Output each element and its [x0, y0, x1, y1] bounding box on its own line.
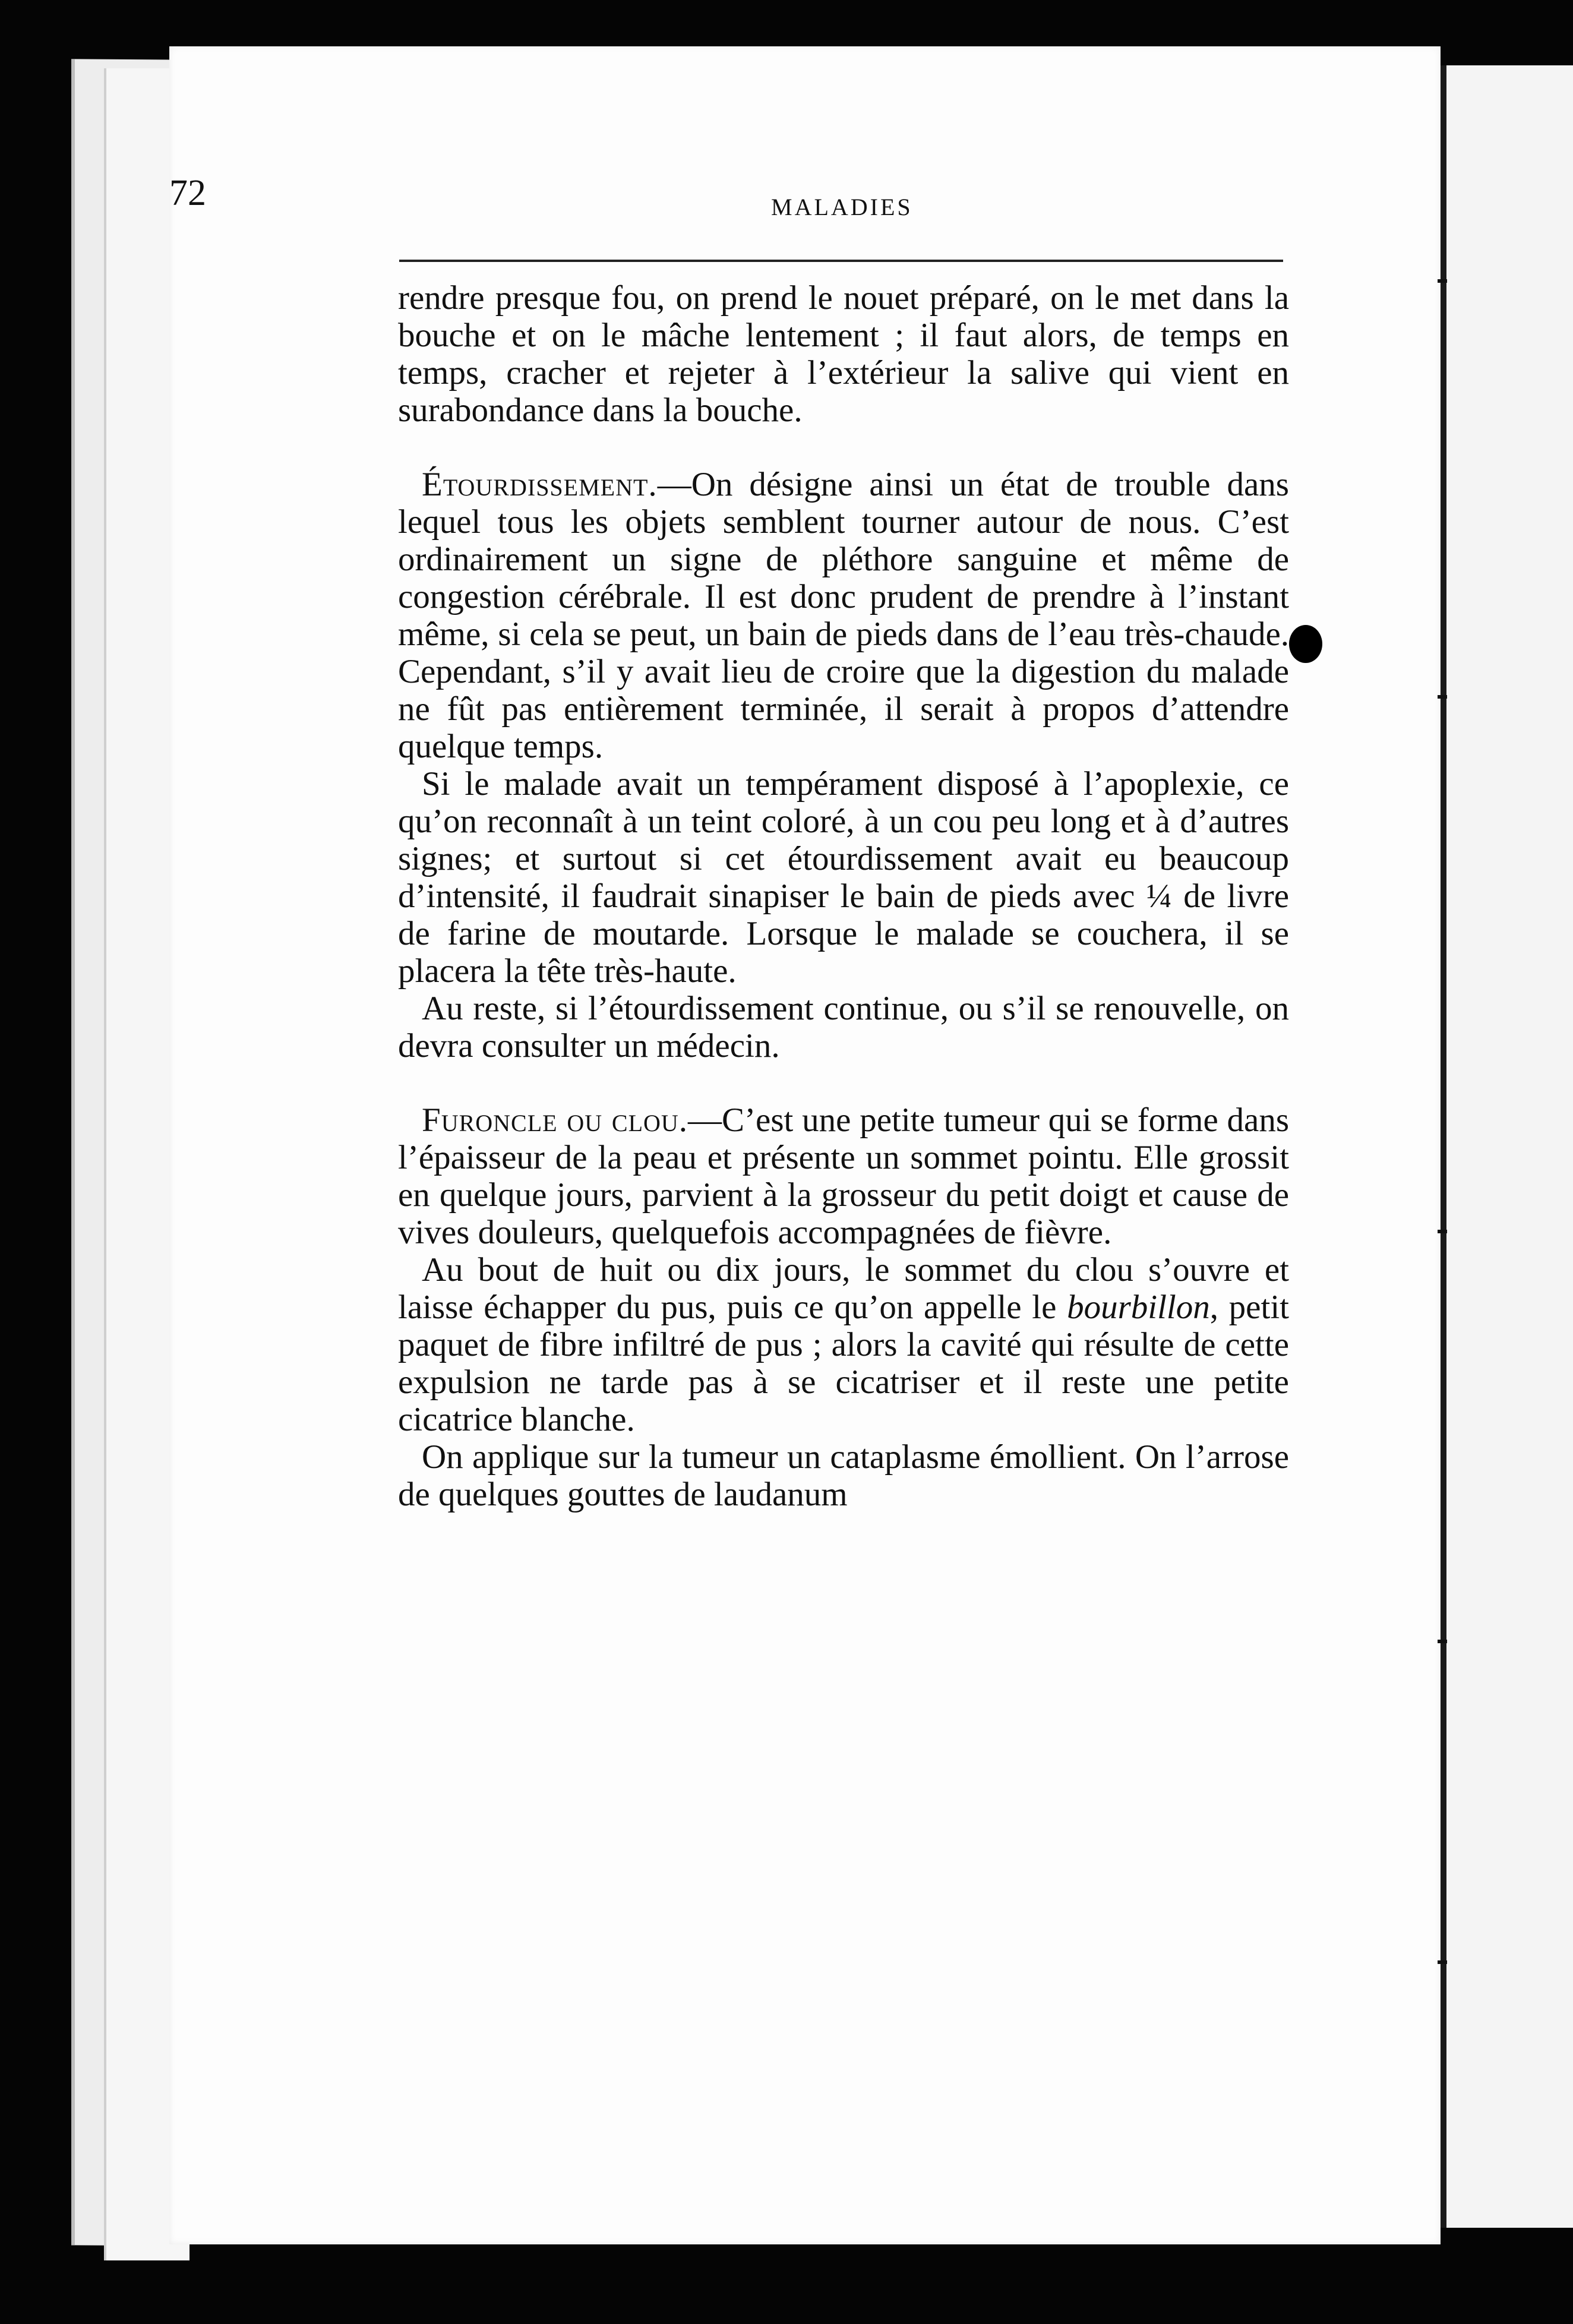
next-page-edge: [1441, 65, 1573, 2228]
running-head: MALADIES: [771, 194, 913, 220]
binding-stitch: [1438, 1230, 1447, 1233]
entry-term: Étourdissement.: [422, 466, 658, 503]
entry-etourdissement: [398, 466, 1289, 765]
page-body: [398, 279, 1289, 1513]
paragraph: [398, 1251, 1289, 1438]
italic-term: bourbillon: [1067, 1289, 1210, 1326]
binding-stitch: [1438, 1640, 1447, 1643]
entry-furoncle: [398, 1101, 1289, 1251]
binding-stitch: [1438, 279, 1447, 283]
binding-stitch: [1438, 695, 1447, 699]
entry-term: Furoncle ou clou.: [422, 1101, 688, 1139]
entry-text: —C’est une petite tumeur qui se forme dans l’épaisseur de la peau et présente un sommet pointu. Elle grossit en quelque jours, parvient à la grosseur du petit doigt et cause de vives douleurs, quelquefois accompagnées de fièvre.: [398, 1101, 1290, 1251]
paragraph: Si le malade avait un tempérament disposé à l’apoplexie, ce qu’on reconnaît à un teint coloré, à un cou peu long et à d’autres signes; et surtout si cet étourdissement avait eu beaucoup d’intensité, il faudrait sinapiser le bain de pieds avec ¼ de livre de farine de moutarde. Lorsque le malade se couchera, il se placera la tête très-haute.: [398, 765, 1289, 990]
header-rule: [399, 260, 1283, 262]
page-number: 72: [169, 173, 206, 213]
paragraph: On applique sur la tumeur un cataplasme émollient. On l’arrose de quelques gouttes de laudanum: [398, 1438, 1289, 1513]
paragraph-text: Au bout de huit ou dix jours, le sommet du clou s’ouvre et laisse échapper du pus, puis ce qu’on appelle le: [398, 1251, 1289, 1326]
paragraph-continuation: rendre presque fou, on prend le nouet préparé, on le met dans la bouche et on le mâche lentement ; il faut alors, de temps en temps, cracher et rejeter à l’extérieur la salive qui vient en surabondance dans la bouche.: [398, 279, 1289, 429]
entry-text: —On désigne ainsi un état de trouble dans lequel tous les objets semblent tourner autour de nous. C’est ordinairement un signe de pléthore sanguine et même de congestion cérébrale. Il est donc prudent de prendre à l’instant même, si cela se peut, un bain de pieds dans de l’eau très-chaude. Cependant, s’il y avait lieu de croire que la digestion du malade ne fût pas entièrement terminée, il serait à propos d’attendre quelque temps.: [398, 466, 1289, 765]
paragraph: Au reste, si l’étourdissement continue, ou s’il se renouvelle, on devra consulter un médecin.: [398, 990, 1289, 1065]
ink-blot: [1289, 625, 1322, 663]
binding-stitch: [1438, 1960, 1447, 1964]
paragraph-text: , petit paquet de fibre infiltré de pus ; alors la cavité qui résulte de cette expulsion ne tarde pas à se cicatriser et il reste une petite cicatrice blanche.: [398, 1289, 1289, 1438]
